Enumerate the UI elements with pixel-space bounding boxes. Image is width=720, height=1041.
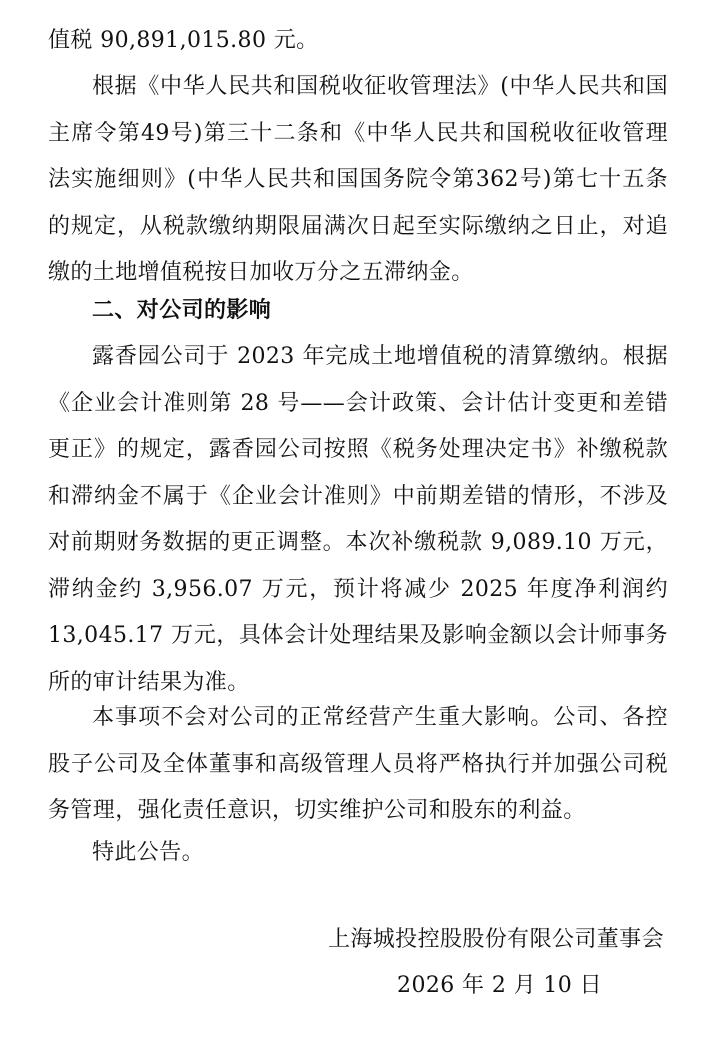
paragraph-impact: 露香园公司于 2023 年完成土地增值税的清算缴纳。根据《企业会计准则第 28 号——会计政策、会计估计变更和差错更正》的规定，露香园公司按照《税务处理决定书》补缴税款和滞纳金不属于《企业会计准则》中前期差错的情形，不涉及对前期财务数据的更正调整。本次补缴税款 9,089.10 万元，滞纳金约 3,956.07 万元，预计将减少 2025 年度净利润约 13,045.17 万元，具体会计处理结果及影响金额以会计师事务所的审计结果为准。 xyxy=(48,344,668,695)
signature-date: 2026 年 2 月 10 日 xyxy=(397,973,602,998)
signatory-name: 上海城投控股股份有限公司董事会 xyxy=(327,927,664,952)
paragraph-statement: 本事项不会对公司的正常经营产生重大影响。公司、各控股子公司及全体董事和高级管理人员将严格执行并加强公司税务管理，强化责任意识，切实维护公司和股东的利益。 xyxy=(48,705,668,823)
paragraph-legal-basis: 根据《中华人民共和国税收征收管理法》(中华人民共和国主席令第49号)第三十二条和《中华人民共和国税收征收管理法实施细则》(中华人民共和国国务院令第362号)第七十五条的规定，从税款缴纳期限届满次日起至实际缴纳之日止，对追缴的土地增值税按日加收万分之五滞纳金。 xyxy=(48,74,668,285)
paragraph-intro: 值税 90,891,015.80 元。 xyxy=(48,28,319,53)
paragraph-closing: 特此公告。 xyxy=(92,840,205,865)
section-heading-impact: 二、对公司的影响 xyxy=(92,298,272,323)
